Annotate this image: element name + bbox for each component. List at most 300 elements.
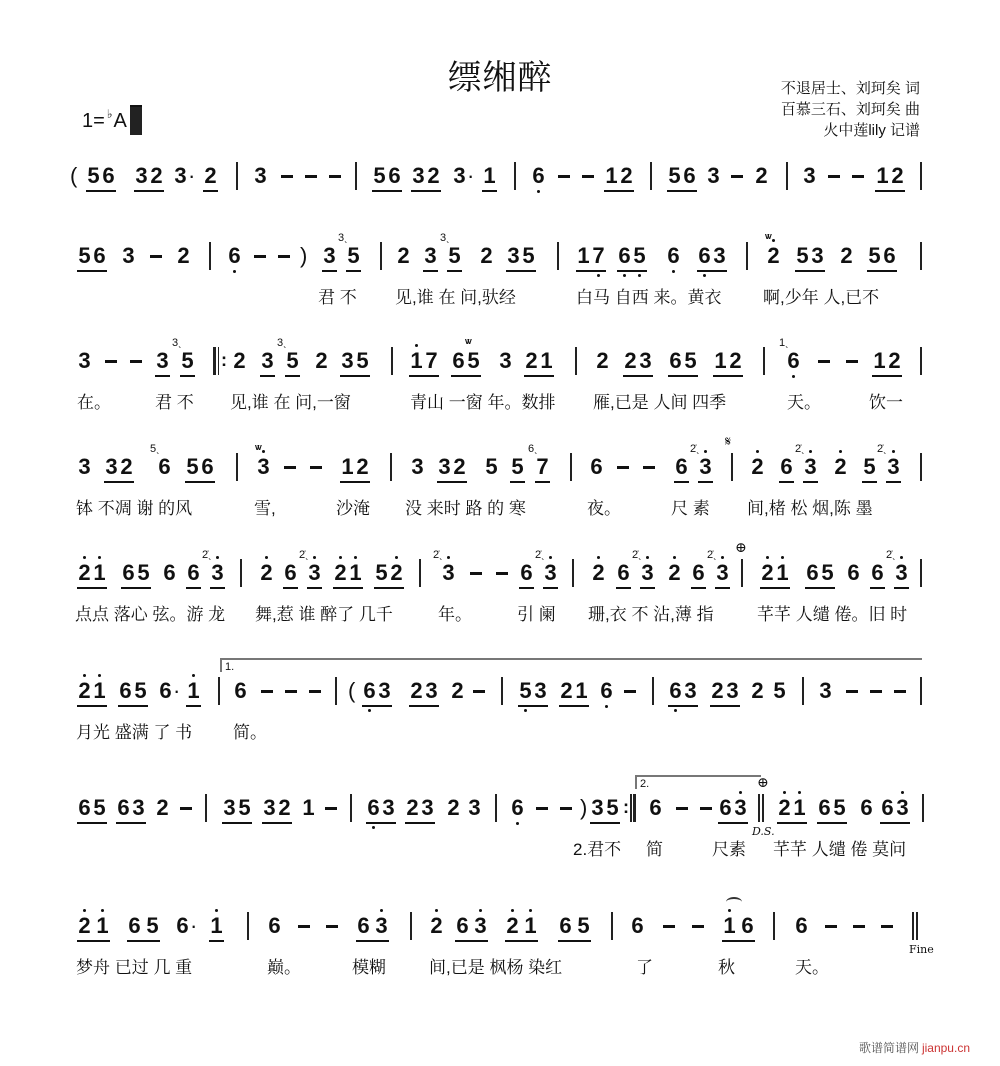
volta-number: 1. xyxy=(225,661,235,673)
sustain-dash xyxy=(663,925,675,928)
staff-system xyxy=(0,227,1000,345)
octave-up-dot xyxy=(216,556,219,559)
octave-up-dot xyxy=(739,791,742,794)
note: 6 xyxy=(649,795,662,820)
staff-system xyxy=(0,775,1000,897)
volta-bracket xyxy=(635,775,761,789)
note: 3 xyxy=(733,797,748,819)
note: 3 xyxy=(263,795,276,820)
underline-beam xyxy=(886,481,901,483)
octave-up-dot xyxy=(435,909,438,912)
note: 2 xyxy=(591,562,606,584)
note: 5 xyxy=(868,243,881,268)
barline xyxy=(410,912,412,940)
underline-beam xyxy=(640,587,655,589)
note: 1 xyxy=(605,163,618,188)
note: 5 xyxy=(668,163,681,188)
note: 3 xyxy=(441,562,456,584)
note: 6 xyxy=(559,913,572,938)
key-note: A xyxy=(113,109,127,132)
note: 3 xyxy=(105,454,118,479)
barline xyxy=(652,677,654,705)
underline-beam xyxy=(262,822,292,824)
barline xyxy=(419,559,421,587)
octave-up-dot xyxy=(892,450,895,453)
note: 6 xyxy=(102,163,115,188)
note: 6 xyxy=(93,243,106,268)
sustain-dash xyxy=(310,466,322,469)
grace-note: 2̇ˎ xyxy=(632,549,642,561)
underline-beam xyxy=(713,375,743,377)
note: 5 xyxy=(347,243,360,268)
sustain-dash xyxy=(470,572,482,575)
notation-symbol: · xyxy=(190,913,198,938)
barline xyxy=(240,559,242,587)
sustain-dash xyxy=(105,360,117,363)
note: 6 xyxy=(786,350,801,372)
grace-note: 3ˎ xyxy=(440,232,450,244)
underline-beam xyxy=(558,940,591,942)
octave-up-dot xyxy=(101,909,104,912)
note: 6 xyxy=(697,245,712,267)
note: 2 xyxy=(560,678,573,703)
note: 3 xyxy=(684,678,697,703)
note: 2 xyxy=(888,348,901,373)
barline xyxy=(495,794,497,822)
note: 1 xyxy=(348,562,363,584)
sustain-dash xyxy=(325,807,337,810)
octave-up-dot xyxy=(192,674,195,677)
underline-beam xyxy=(455,940,488,942)
underline-beam xyxy=(510,481,525,483)
note: 2 xyxy=(77,562,92,584)
note: 3 xyxy=(543,562,558,584)
note: 2 xyxy=(766,245,781,267)
underline-beam xyxy=(803,481,818,483)
note: 5 xyxy=(577,913,590,938)
grace-note: 2̇ˎ xyxy=(690,443,700,455)
note: 6 xyxy=(881,795,894,820)
underline-beam xyxy=(543,587,558,589)
coda-icon: ⊕ xyxy=(757,775,769,791)
barline xyxy=(350,794,352,822)
note: 2 xyxy=(777,797,792,819)
lyric-line: 夜。 xyxy=(587,499,621,518)
note: 2 xyxy=(333,562,348,584)
note: 6 xyxy=(510,797,525,819)
barline xyxy=(920,242,922,270)
note: 3 xyxy=(412,163,425,188)
grace-note: 2̇ˎ xyxy=(433,549,443,561)
lyric-line: 2.君不 xyxy=(573,840,622,859)
sustain-dash xyxy=(309,690,321,693)
octave-up-dot xyxy=(728,909,731,912)
note: 3 xyxy=(411,454,424,479)
note: 6 xyxy=(452,348,465,373)
note: 6 xyxy=(117,795,130,820)
octave-down-dot xyxy=(638,274,641,277)
octave-up-dot xyxy=(479,909,482,912)
note: 6 xyxy=(227,245,242,267)
note: 5 xyxy=(137,560,150,585)
barline xyxy=(746,242,748,270)
note: 1 xyxy=(575,678,588,703)
repeat-dots: : xyxy=(623,797,629,817)
note: 3 xyxy=(534,678,547,703)
ds-marking: D.S. xyxy=(752,825,775,838)
octave-up-dot xyxy=(809,450,812,453)
note: 2 xyxy=(315,348,328,373)
barline xyxy=(236,453,238,481)
note: 2 xyxy=(833,456,848,478)
note: 3 xyxy=(473,915,488,937)
barline xyxy=(763,347,765,375)
sustain-dash xyxy=(329,175,341,178)
note: 1 xyxy=(209,915,224,937)
note: 5 xyxy=(796,243,809,268)
octave-up-dot xyxy=(549,556,552,559)
barline xyxy=(920,347,922,375)
underline-beam xyxy=(356,940,389,942)
mordent-icon: ᵥᵥ xyxy=(465,332,470,346)
octave-up-dot xyxy=(395,556,398,559)
underline-beam xyxy=(186,587,201,589)
composer-credit: 百慕三石、刘珂矣 曲 xyxy=(780,101,920,118)
octave-up-dot xyxy=(597,556,600,559)
lyric-line: 舞,惹 谁 醉了 几千 xyxy=(255,605,393,624)
octave-up-dot xyxy=(313,556,316,559)
underline-beam xyxy=(77,822,107,824)
underline-beam xyxy=(506,270,536,272)
underline-beam xyxy=(722,940,755,942)
staff-system xyxy=(0,661,1000,780)
note: 1 xyxy=(92,562,107,584)
note: 1 xyxy=(577,243,590,268)
underline-beam xyxy=(374,587,404,589)
note: 2 xyxy=(233,348,246,373)
octave-up-dot xyxy=(721,556,724,559)
note: 5 xyxy=(684,348,697,373)
note: 5 xyxy=(93,795,106,820)
sustain-dash xyxy=(700,807,712,810)
lyric-line: 秋 xyxy=(718,958,735,977)
lyricist-credit: 不退居士、刘珂矣 词 xyxy=(780,80,920,97)
sustain-dash xyxy=(894,690,906,693)
note: 3 xyxy=(254,163,267,188)
note: 1 xyxy=(302,795,315,820)
underline-beam xyxy=(437,481,467,483)
notation-symbol: · xyxy=(188,163,196,188)
note: 3 xyxy=(132,795,145,820)
octave-down-dot xyxy=(703,274,706,277)
note: 2 xyxy=(120,454,133,479)
note: 5 xyxy=(134,678,147,703)
note: 2 xyxy=(596,348,609,373)
watermark-text: 歌谱简谱网 xyxy=(858,1041,919,1055)
underline-beam xyxy=(333,587,363,589)
sustain-dash xyxy=(558,175,570,178)
note: 5 xyxy=(833,795,846,820)
note: 3 xyxy=(707,163,720,188)
octave-up-dot xyxy=(646,556,649,559)
underline-beam xyxy=(340,375,370,377)
grace-note: 3ˎ xyxy=(338,232,348,244)
coda-icon: ⊕ xyxy=(735,540,747,556)
note: 6 xyxy=(669,348,682,373)
underline-beam xyxy=(180,375,195,377)
sustain-dash xyxy=(852,175,864,178)
lyric-line: 年。 xyxy=(438,605,472,624)
note: 5 xyxy=(146,913,159,938)
underline-beam xyxy=(340,481,370,483)
note: 2 xyxy=(667,562,682,584)
octave-up-dot xyxy=(98,556,101,559)
sustain-dash xyxy=(825,925,837,928)
sustain-dash xyxy=(496,572,508,575)
barline xyxy=(335,677,337,705)
note: 6 xyxy=(159,678,172,703)
underline-beam xyxy=(121,587,151,589)
sustain-dash xyxy=(261,690,273,693)
note: 6 xyxy=(176,913,189,938)
underline-beam xyxy=(77,587,107,589)
octave-down-dot xyxy=(623,274,626,277)
barline xyxy=(773,912,775,940)
lyric-line: 尺素 xyxy=(712,840,746,859)
note: 2 xyxy=(427,163,440,188)
note: 2 xyxy=(447,795,460,820)
lyric-line: 啊,少年 人,已不 xyxy=(763,288,880,307)
note: 7 xyxy=(425,348,438,373)
note: 2 xyxy=(77,680,92,702)
sustain-dash xyxy=(560,807,572,810)
underline-beam xyxy=(409,705,439,707)
note: 3 xyxy=(803,163,816,188)
note: 6 xyxy=(631,913,644,938)
lyric-line: 简 xyxy=(646,840,663,859)
sustain-dash xyxy=(278,255,290,258)
grace-note: 1ˎ xyxy=(779,337,789,349)
note: 6 xyxy=(795,913,808,938)
grace-note: 2̇ˎ xyxy=(707,549,717,561)
note: 3 xyxy=(499,348,512,373)
note: 2 xyxy=(410,678,423,703)
underline-beam xyxy=(590,822,620,824)
barline xyxy=(741,559,743,587)
note: 5 xyxy=(773,678,786,703)
octave-up-dot xyxy=(900,556,903,559)
fine-marking: Fine xyxy=(909,943,934,956)
underline-beam xyxy=(86,190,116,192)
lyric-line: 君 不 xyxy=(155,393,194,412)
barline xyxy=(611,912,613,940)
note: 2 xyxy=(525,348,538,373)
lyric-line: 见,谁 在 问,驮经 xyxy=(395,288,516,307)
note: 5 xyxy=(286,348,299,373)
barline xyxy=(355,162,357,190)
note: 3 xyxy=(438,454,451,479)
note: 2 xyxy=(891,163,904,188)
barline xyxy=(236,162,238,190)
note: 3 xyxy=(468,795,481,820)
sustain-dash xyxy=(130,360,142,363)
underline-beam xyxy=(710,705,740,707)
staff-system xyxy=(0,332,1000,450)
staff-system xyxy=(0,915,1000,1015)
note: 3 xyxy=(803,456,818,478)
lyric-line: 间,已是 枫杨 染红 xyxy=(429,958,563,977)
note: 3 xyxy=(713,243,726,268)
transcriber-credit: 火中莲lily 记谱 xyxy=(823,122,920,139)
barline xyxy=(802,677,804,705)
note: 6 xyxy=(666,245,681,267)
underline-beam xyxy=(691,587,706,589)
underline-beam xyxy=(715,587,730,589)
underline-beam xyxy=(872,375,902,377)
staff-system xyxy=(0,434,1000,556)
note: 3 xyxy=(374,915,389,937)
note: 6 xyxy=(590,454,603,479)
sustain-dash xyxy=(818,360,830,363)
octave-up-dot xyxy=(354,556,357,559)
underline-beam xyxy=(372,190,402,192)
note: 2 xyxy=(150,163,163,188)
fermata-arc xyxy=(726,897,742,907)
barline xyxy=(501,677,503,705)
barline xyxy=(209,242,211,270)
underline-beam xyxy=(185,481,215,483)
note: 6 xyxy=(719,795,732,820)
octave-up-dot xyxy=(704,450,707,453)
lyric-line: 尺 素 xyxy=(671,499,710,518)
note: 5 xyxy=(863,454,876,479)
sustain-dash xyxy=(326,925,338,928)
lyric-line: 君 不 xyxy=(318,288,357,307)
note: 3 xyxy=(421,795,434,820)
note: 2 xyxy=(156,795,169,820)
barline xyxy=(514,162,516,190)
double-barline xyxy=(758,794,764,822)
note: 3 xyxy=(591,795,604,820)
underline-beam xyxy=(307,587,322,589)
octave-down-dot xyxy=(524,709,527,712)
octave-up-dot xyxy=(756,450,759,453)
lyric-line: 白马 自西 来。黄衣 xyxy=(576,288,722,307)
octave-down-dot xyxy=(516,822,519,825)
underline-beam xyxy=(667,190,697,192)
note: 3 xyxy=(819,678,832,703)
octave-up-dot xyxy=(783,791,786,794)
note: 3 xyxy=(223,795,236,820)
underline-beam xyxy=(77,940,110,942)
barline xyxy=(920,162,922,190)
underline-beam xyxy=(718,822,748,824)
note: 1 xyxy=(540,348,553,373)
note: 6 xyxy=(675,454,688,479)
note: 6 xyxy=(201,454,214,479)
note: 1 xyxy=(186,680,201,702)
volta-bracket xyxy=(220,658,922,672)
underline-beam xyxy=(674,481,689,483)
underline-beam xyxy=(411,190,441,192)
note: 2 xyxy=(204,163,217,188)
lyric-line: 梦舟 已过 几 重 xyxy=(76,958,193,977)
notation-symbol: ( xyxy=(348,678,356,703)
underline-beam xyxy=(604,190,634,192)
octave-up-dot xyxy=(901,791,904,794)
note: 3 xyxy=(135,163,148,188)
sustain-dash xyxy=(298,925,310,928)
underline-beam xyxy=(466,375,481,377)
lyric-line: 沙淹 xyxy=(336,499,370,518)
notation-symbol: · xyxy=(173,678,181,703)
note: 3 xyxy=(378,678,391,703)
notation-symbol: · xyxy=(467,163,475,188)
underline-beam xyxy=(260,375,275,377)
octave-up-dot xyxy=(781,556,784,559)
notation-symbol: ) xyxy=(300,243,308,268)
underline-beam xyxy=(285,375,300,377)
note: 3 xyxy=(811,243,824,268)
volta-number: 2. xyxy=(640,778,650,790)
note: 2 xyxy=(711,678,724,703)
final-barline xyxy=(912,912,918,940)
key-signature xyxy=(82,104,140,138)
note: 6 xyxy=(268,913,281,938)
note: 2 xyxy=(760,562,775,584)
grace-note: 2̇ˎ xyxy=(886,549,896,561)
grace-note: 2̇ˎ xyxy=(299,549,309,561)
lyric-line: 简。 xyxy=(233,723,267,742)
note: 1 xyxy=(876,163,889,188)
note: 5 xyxy=(606,795,619,820)
lyric-line: 没 来时 路 的 寒 xyxy=(405,499,526,518)
underline-beam xyxy=(559,705,589,707)
note: 6 xyxy=(683,163,696,188)
note: 2 xyxy=(751,678,764,703)
underline-beam xyxy=(283,587,298,589)
note: 3 xyxy=(210,562,225,584)
underline-beam xyxy=(817,822,847,824)
underline-beam xyxy=(482,190,497,192)
note: 2 xyxy=(77,915,92,937)
mordent-icon: ᵥᵥ xyxy=(765,227,770,241)
note: 3 xyxy=(424,243,437,268)
segno-icon: 𝄋 xyxy=(725,434,732,450)
note: 3 xyxy=(78,454,91,479)
underline-beam xyxy=(867,270,897,272)
note: 2 xyxy=(278,795,291,820)
lyric-line: 引 阑 xyxy=(517,605,556,624)
octave-up-dot xyxy=(529,909,532,912)
note: 6 xyxy=(362,680,377,702)
sustain-dash xyxy=(676,807,688,810)
note: 6 xyxy=(234,678,247,703)
lyric-line: 见,谁 在 问,一窗 xyxy=(230,393,351,412)
sustain-dash xyxy=(870,690,882,693)
underline-beam xyxy=(535,481,550,483)
octave-up-dot xyxy=(83,556,86,559)
sustain-dash xyxy=(582,175,594,178)
barline xyxy=(920,677,922,705)
grace-note: 2̇ˎ xyxy=(202,549,212,561)
barline xyxy=(920,559,922,587)
note: 6 xyxy=(531,165,546,187)
note: 1 xyxy=(775,562,790,584)
barline xyxy=(650,162,652,190)
sustain-dash xyxy=(150,255,162,258)
underline-beam xyxy=(524,375,554,377)
